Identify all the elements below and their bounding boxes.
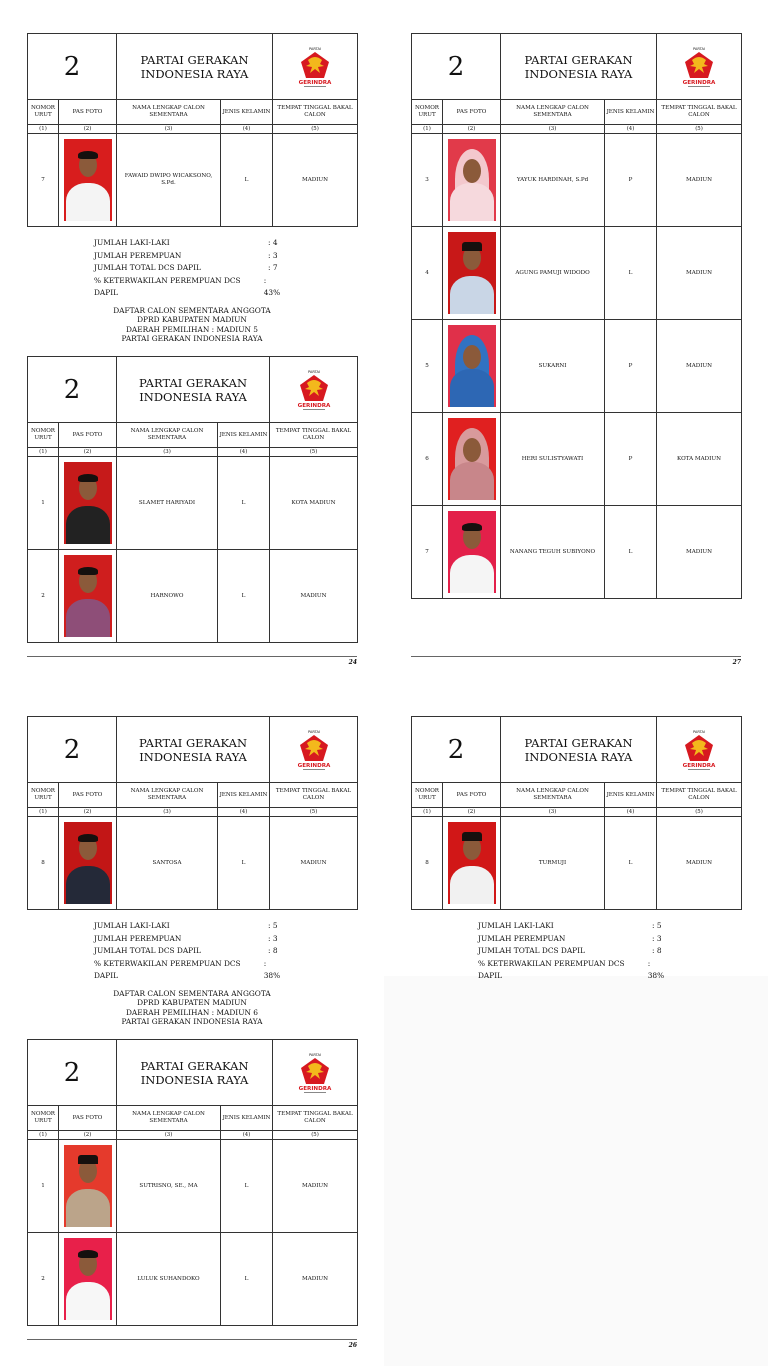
summary-block <box>94 920 284 983</box>
candidate-photo-cell <box>59 134 117 227</box>
candidate-sex: L <box>605 227 657 320</box>
summary-row <box>94 262 284 275</box>
candidate-table <box>27 1039 358 1326</box>
col-header-place: TEMPAT TINGGAL BAKAL CALON <box>273 100 358 125</box>
candidate-row <box>412 320 742 413</box>
candidate-name: SUKARNI <box>501 320 605 413</box>
col-index: (4) <box>218 448 270 457</box>
candidate-name: SANTOSA <box>117 817 218 910</box>
summary-label: JUMLAH PEREMPUAN <box>94 250 182 260</box>
gerindra-logo-icon <box>682 728 716 772</box>
col-header-no: NOMOR URUT <box>28 1106 59 1131</box>
candidate-sex: L <box>218 550 270 643</box>
col-index: (4) <box>218 808 270 817</box>
logo-top-text: PARTAI <box>307 369 320 374</box>
candidate-table <box>27 33 358 227</box>
candidate-residence: KOTA MADIUN <box>657 413 742 506</box>
candidate-name: NANANG TEGUH SUBIYONO <box>501 506 605 599</box>
candidate-photo <box>448 511 496 593</box>
col-index: (5) <box>270 808 358 817</box>
col-header-sex: JENIS KELAMIN <box>605 783 657 808</box>
candidate-residence: MADIUN <box>657 320 742 413</box>
summary-row <box>478 920 668 933</box>
summary-value: : 38% <box>647 958 665 980</box>
gerindra-logo-icon <box>298 1051 332 1095</box>
col-header-sex: JENIS KELAMIN <box>221 1106 273 1131</box>
candidate-photo-cell <box>443 227 501 320</box>
summary-value: : 3 <box>268 933 278 943</box>
gerindra-logo-icon <box>297 728 331 772</box>
party-name: PARTAI GERAKAN INDONESIA RAYA <box>501 34 657 100</box>
column-index-row <box>412 808 742 817</box>
column-index-row <box>28 125 358 134</box>
candidate-sex: L <box>605 506 657 599</box>
summary-value: : 8 <box>652 946 662 955</box>
column-index-row <box>412 125 742 134</box>
logo-text: GERINDRA <box>682 79 716 86</box>
col-index: (3) <box>117 1131 221 1140</box>
col-index: (5) <box>273 1131 358 1140</box>
page-number: 26 <box>348 1342 357 1349</box>
heading-line: PARTAI GERAKAN INDONESIA RAYA <box>121 1017 263 1027</box>
page-footer <box>27 1339 357 1352</box>
party-title-row <box>28 357 358 423</box>
party-logo-cell <box>273 1040 358 1106</box>
summary-label: JUMLAH LAKI-LAKI <box>478 921 554 930</box>
candidate-photo <box>64 462 112 544</box>
candidate-photo-cell <box>59 1233 117 1326</box>
candidate-table <box>27 716 358 910</box>
candidate-table <box>411 716 742 910</box>
col-index: (2) <box>59 448 117 457</box>
candidate-table <box>411 33 742 599</box>
candidate-number: 6 <box>412 413 443 506</box>
candidate-number: 7 <box>412 506 443 599</box>
candidate-photo-cell <box>59 817 117 910</box>
party-logo-cell <box>657 34 742 100</box>
col-index: (5) <box>657 808 742 817</box>
heading-line: PARTAI GERAKAN INDONESIA RAYA <box>121 334 263 344</box>
column-header-row <box>28 100 358 125</box>
candidate-residence: MADIUN <box>273 1233 358 1326</box>
summary-row <box>94 933 284 946</box>
col-header-name: NAMA LENGKAP CALON SEMENTARA <box>501 100 605 125</box>
col-index: (2) <box>59 1131 117 1140</box>
col-index: (3) <box>117 448 218 457</box>
gerindra-logo-icon <box>297 368 331 412</box>
logo-top-text: PARTAI <box>308 1052 322 1057</box>
candidate-residence: MADIUN <box>657 817 742 910</box>
col-header-sex: JENIS KELAMIN <box>218 783 270 808</box>
logo-text: GERINDRA <box>298 1085 332 1092</box>
candidate-residence: MADIUN <box>657 227 742 320</box>
col-header-place: TEMPAT TINGGAL BAKAL CALON <box>657 783 742 808</box>
candidate-sex: P <box>605 413 657 506</box>
gerindra-logo-icon <box>682 45 716 89</box>
summary-label: JUMLAH LAKI-LAKI <box>94 921 170 930</box>
column-header-row <box>28 423 358 448</box>
col-index: (5) <box>273 125 358 134</box>
party-title-row <box>28 1040 358 1106</box>
col-index: (5) <box>270 448 358 457</box>
logo-top-text: PARTAI <box>308 46 322 51</box>
candidate-number: 4 <box>412 227 443 320</box>
candidate-residence: MADIUN <box>657 506 742 599</box>
col-index: (2) <box>59 808 117 817</box>
candidate-photo <box>64 822 112 904</box>
candidate-photo-cell <box>59 1140 117 1233</box>
summary-value: : 38% <box>263 958 281 980</box>
party-title-row <box>412 717 742 783</box>
candidate-row <box>28 1140 358 1233</box>
candidate-name: SUTRISNO, SE., MA <box>117 1140 221 1233</box>
candidate-photo <box>64 555 112 637</box>
col-index: (4) <box>605 808 657 817</box>
heading-line: DAFTAR CALON SEMENTARA ANGGOTA <box>113 989 271 998</box>
candidate-name: FAWAID DWIPO WICAKSONO, S.Pd. <box>117 134 221 227</box>
logo-top-text: PARTAI <box>692 46 706 51</box>
candidate-number: 5 <box>412 320 443 413</box>
col-header-photo: PAS FOTO <box>443 100 501 125</box>
summary-label: JUMLAH TOTAL DCS DAPIL <box>94 946 201 955</box>
col-index: (1) <box>28 808 59 817</box>
col-header-photo: PAS FOTO <box>59 100 117 125</box>
logo-text: GERINDRA <box>682 762 716 769</box>
col-header-name: NAMA LENGKAP CALON SEMENTARA <box>501 783 605 808</box>
logo-text: GERINDRA <box>297 762 330 769</box>
candidate-photo <box>448 232 496 314</box>
party-logo-cell <box>273 34 358 100</box>
candidate-row <box>28 1233 358 1326</box>
party-logo-cell <box>270 717 358 783</box>
candidate-name: SLAMET HARIYADI <box>117 457 218 550</box>
candidate-sex: L <box>221 134 273 227</box>
col-header-photo: PAS FOTO <box>443 783 501 808</box>
col-header-sex: JENIS KELAMIN <box>218 423 270 448</box>
candidate-residence: MADIUN <box>270 817 358 910</box>
candidate-sex: L <box>218 817 270 910</box>
candidate-sex: P <box>605 134 657 227</box>
col-index: (2) <box>443 808 501 817</box>
candidate-name: AGUNG PAMUJI WIDODO <box>501 227 605 320</box>
summary-value: : 7 <box>268 263 278 272</box>
summary-value: : 43% <box>263 275 281 297</box>
col-index: (1) <box>412 808 443 817</box>
candidate-photo <box>448 325 496 407</box>
summary-label: JUMLAH LAKI-LAKI <box>94 238 170 247</box>
col-header-name: NAMA LENGKAP CALON SEMENTARA <box>117 783 218 808</box>
candidate-sex: L <box>605 817 657 910</box>
col-index: (2) <box>443 125 501 134</box>
candidate-photo-cell <box>443 817 501 910</box>
candidate-photo <box>64 1145 112 1227</box>
col-header-no: NOMOR URUT <box>28 783 59 808</box>
party-number: 2 <box>28 357 117 423</box>
candidate-residence: KOTA MADIUN <box>270 457 358 550</box>
candidate-residence: MADIUN <box>273 1140 358 1233</box>
logo-top-text: PARTAI <box>692 729 706 734</box>
page-number: 27 <box>732 659 741 666</box>
party-number: 2 <box>28 34 117 100</box>
party-number: 2 <box>28 717 117 783</box>
candidate-photo-cell <box>443 320 501 413</box>
heading-line: DPRD KABUPATEN MADIUN <box>137 315 247 325</box>
col-index: (2) <box>59 125 117 134</box>
candidate-row <box>28 817 358 910</box>
heading-line: DAERAH PEMILIHAN : MADIUN 5 <box>126 324 258 334</box>
col-index: (1) <box>412 125 443 134</box>
column-index-row <box>28 1131 358 1140</box>
candidate-photo <box>64 139 112 221</box>
col-index: (1) <box>28 125 59 134</box>
summary-value: : 8 <box>268 946 278 955</box>
candidate-number: 2 <box>28 1233 59 1326</box>
summary-label: JUMLAH PEREMPUAN <box>94 933 182 943</box>
column-index-row <box>28 448 358 457</box>
candidate-photo <box>64 1238 112 1320</box>
col-header-place: TEMPAT TINGGAL BAKAL CALON <box>270 783 358 808</box>
party-number: 2 <box>28 1040 117 1106</box>
candidate-row <box>412 413 742 506</box>
summary-row <box>94 945 284 958</box>
column-index-row <box>28 808 358 817</box>
col-index: (1) <box>28 448 59 457</box>
party-number: 2 <box>412 717 501 783</box>
candidate-number: 2 <box>28 550 59 643</box>
summary-value: : 5 <box>268 921 278 930</box>
candidate-residence: MADIUN <box>657 134 742 227</box>
candidate-number: 1 <box>28 1140 59 1233</box>
column-header-row <box>412 783 742 808</box>
candidate-sex: L <box>221 1233 273 1326</box>
candidate-photo-cell <box>443 506 501 599</box>
candidate-row <box>412 506 742 599</box>
candidate-row <box>28 550 358 643</box>
summary-label: JUMLAH PEREMPUAN <box>478 933 566 943</box>
col-index: (3) <box>501 808 605 817</box>
summary-row <box>478 933 668 946</box>
col-index: (3) <box>501 125 605 134</box>
party-logo-cell <box>657 717 742 783</box>
col-header-name: NAMA LENGKAP CALON SEMENTARA <box>117 1106 221 1131</box>
candidate-name: HARNOWO <box>117 550 218 643</box>
heading-line: DPRD KABUPATEN MADIUN <box>137 998 247 1008</box>
candidate-photo-cell <box>59 457 117 550</box>
col-index: (4) <box>221 125 273 134</box>
candidate-photo <box>448 418 496 500</box>
col-header-name: NAMA LENGKAP CALON SEMENTARA <box>117 100 221 125</box>
candidate-number: 8 <box>412 817 443 910</box>
gerindra-logo-icon <box>298 45 332 89</box>
col-index: (1) <box>28 1131 59 1140</box>
dapil-heading <box>27 989 357 1027</box>
summary-row <box>94 920 284 933</box>
logo-text: GERINDRA <box>298 79 332 86</box>
candidate-row <box>28 134 358 227</box>
candidate-photo-cell <box>443 413 501 506</box>
candidate-name: YAYUK HARDINAH, S.Pd <box>501 134 605 227</box>
page-number: 24 <box>348 659 357 666</box>
party-title-row <box>28 34 358 100</box>
candidate-row <box>412 227 742 320</box>
col-header-place: TEMPAT TINGGAL BAKAL CALON <box>273 1106 358 1131</box>
summary-label: % KETERWAKILAN PEREMPUAN DCS DAPIL <box>94 275 241 297</box>
party-name: PARTAI GERAKAN INDONESIA RAYA <box>117 1040 273 1106</box>
blank-area <box>384 976 768 1366</box>
heading-line: DAERAH PEMILIHAN : MADIUN 6 <box>126 1007 258 1017</box>
summary-row <box>94 250 284 263</box>
column-header-row <box>28 1106 358 1131</box>
page-footer <box>27 656 357 669</box>
candidate-photo <box>448 822 496 904</box>
col-header-sex: JENIS KELAMIN <box>605 100 657 125</box>
summary-block <box>94 237 284 300</box>
col-index: (5) <box>657 125 742 134</box>
candidate-row <box>412 817 742 910</box>
col-header-no: NOMOR URUT <box>28 423 59 448</box>
candidate-table <box>27 356 358 643</box>
col-header-photo: PAS FOTO <box>59 423 117 448</box>
candidate-name: HERI SULISTYAWATI <box>501 413 605 506</box>
candidate-sex: L <box>221 1140 273 1233</box>
summary-value: : 3 <box>268 250 278 260</box>
col-header-sex: JENIS KELAMIN <box>221 100 273 125</box>
candidate-sex: P <box>605 320 657 413</box>
page-footer <box>411 656 741 669</box>
summary-value: : 3 <box>652 933 662 943</box>
party-title-row <box>412 34 742 100</box>
col-header-no: NOMOR URUT <box>28 100 59 125</box>
candidate-number: 8 <box>28 817 59 910</box>
col-header-no: NOMOR URUT <box>412 100 443 125</box>
dapil-heading <box>27 306 357 344</box>
party-number: 2 <box>412 34 501 100</box>
col-header-photo: PAS FOTO <box>59 783 117 808</box>
party-title-row <box>28 717 358 783</box>
candidate-residence: MADIUN <box>273 134 358 227</box>
col-index: (3) <box>117 125 221 134</box>
column-header-row <box>28 783 358 808</box>
summary-label: % KETERWAKILAN PEREMPUAN DCS DAPIL <box>478 958 625 980</box>
col-index: (4) <box>605 125 657 134</box>
candidate-number: 7 <box>28 134 59 227</box>
candidate-number: 3 <box>412 134 443 227</box>
candidate-photo <box>448 139 496 221</box>
candidate-number: 1 <box>28 457 59 550</box>
col-header-name: NAMA LENGKAP CALON SEMENTARA <box>117 423 218 448</box>
candidate-residence: MADIUN <box>270 550 358 643</box>
summary-row <box>94 275 284 300</box>
candidate-name: LULUK SUHANDOKO <box>117 1233 221 1326</box>
summary-label: % KETERWAKILAN PEREMPUAN DCS DAPIL <box>94 958 241 980</box>
candidate-row <box>28 457 358 550</box>
summary-value: : 4 <box>268 238 278 247</box>
summary-row <box>478 958 668 983</box>
logo-text: GERINDRA <box>297 402 330 409</box>
summary-label: JUMLAH TOTAL DCS DAPIL <box>94 263 201 272</box>
party-logo-cell <box>270 357 358 423</box>
candidate-photo-cell <box>59 550 117 643</box>
column-header-row <box>412 100 742 125</box>
logo-top-text: PARTAI <box>307 729 320 734</box>
col-header-place: TEMPAT TINGGAL BAKAL CALON <box>657 100 742 125</box>
party-name: PARTAI GERAKAN INDONESIA RAYA <box>117 717 270 783</box>
candidate-photo-cell <box>443 134 501 227</box>
summary-row <box>478 945 668 958</box>
party-name: PARTAI GERAKAN INDONESIA RAYA <box>117 357 270 423</box>
candidate-sex: L <box>218 457 270 550</box>
party-name: PARTAI GERAKAN INDONESIA RAYA <box>501 717 657 783</box>
heading-line: DAFTAR CALON SEMENTARA ANGGOTA <box>113 306 271 315</box>
col-header-no: NOMOR URUT <box>412 783 443 808</box>
col-header-photo: PAS FOTO <box>59 1106 117 1131</box>
summary-label: JUMLAH TOTAL DCS DAPIL <box>478 946 585 955</box>
col-index: (4) <box>221 1131 273 1140</box>
summary-block <box>478 920 668 983</box>
summary-row <box>94 958 284 983</box>
summary-row <box>94 237 284 250</box>
col-header-place: TEMPAT TINGGAL BAKAL CALON <box>270 423 358 448</box>
candidate-name: TURMUJI <box>501 817 605 910</box>
candidate-row <box>412 134 742 227</box>
col-index: (3) <box>117 808 218 817</box>
summary-value: : 5 <box>652 921 662 930</box>
party-name: PARTAI GERAKAN INDONESIA RAYA <box>117 34 273 100</box>
